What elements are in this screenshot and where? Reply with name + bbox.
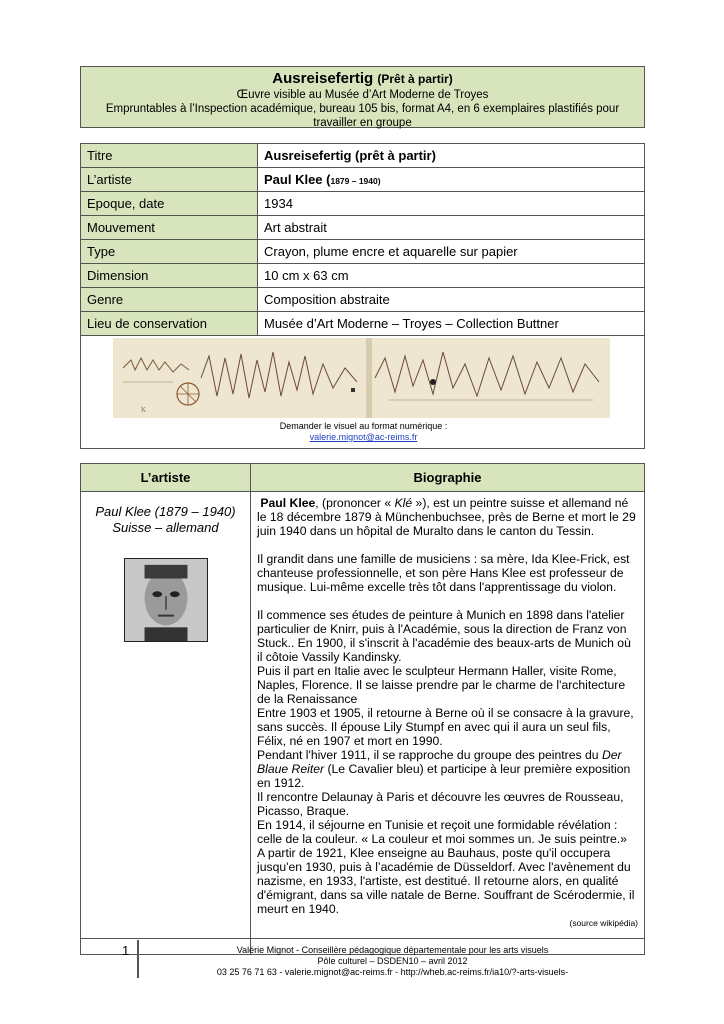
document-title xyxy=(81,70,644,88)
footer-contact: 03 25 76 71 63 - valerie.mignot@ac-reims.fr - http://wheb.ac-reims.fr/ia10/?-arts-visuels- xyxy=(216,967,569,977)
bio-paragraph: Il grandit dans une famille de musiciens : sa mère, Ida Klee-Frick, est chanteuse professionnelle, et son père Hans Klee est professeur de musique. Lui-même excelle très tôt dans l'apprentissage du violon. xyxy=(257,552,630,594)
bio-paragraph: Puis il part en Italie avec le sculpteur Hermann Haller, visite Rome, Naples, Florence. Il se laisse prendre par le charme de l'architecture de la Renaissance xyxy=(257,664,626,706)
bio-text-span: (Le Cavalier bleu) et participe à leur première exposition en 1912. xyxy=(257,762,631,790)
email-link[interactable]: valerie.mignot@ac-reims.fr xyxy=(309,432,418,442)
artist-name: Paul Klee (1879 – 1940) xyxy=(95,504,236,519)
info-label: L’artiste xyxy=(81,168,258,192)
header-loan-line-2: travailler en groupe xyxy=(313,117,412,129)
info-row-genre xyxy=(81,288,645,312)
bio-paragraph: A partir de 1921, Klee enseigne au Bauhaus, poste qu'il occupera jusqu'en 1930, puis à l’académie de Düsseldorf. Avec l'avènement du nazisme, en 1933, l'artiste, est destitué. Il retourne alors, en qualité d'émigrant, dans sa ville natale de Berne. Souffrant de Scérodermie, il meurt en 1940. xyxy=(257,846,635,916)
footer-author: Valérie Mignot - Conseillère pédagogique départementale pour les arts visuels xyxy=(236,945,549,955)
bio-pronunciation: Klé xyxy=(394,496,413,510)
biography-column-header: Biographie xyxy=(251,464,645,492)
bio-text-span: , (prononcer « xyxy=(315,496,395,510)
title-text: Ausreisefertig xyxy=(272,70,374,87)
info-value: 10 cm x 63 cm xyxy=(258,264,645,288)
info-value: 1934 xyxy=(258,192,645,216)
artist-cell xyxy=(81,492,251,955)
info-label: Epoque, date xyxy=(81,192,258,216)
title-subtitle: (Prêt à partir) xyxy=(377,72,453,86)
info-row-titre xyxy=(81,144,645,168)
info-value: Art abstrait xyxy=(258,216,645,240)
svg-text:K: K xyxy=(141,406,147,414)
info-row-lieu xyxy=(81,312,645,336)
source-note: (source wikipédia) xyxy=(569,918,638,928)
info-row-mouvement xyxy=(81,216,645,240)
info-value: Composition abstraite xyxy=(258,288,645,312)
info-value: Crayon, plume encre et aquarelle sur papier xyxy=(258,240,645,264)
artwork-image xyxy=(113,338,610,418)
artist-nationality: Suisse – allemand xyxy=(112,520,219,535)
biography-text xyxy=(257,496,638,916)
info-row-epoque xyxy=(81,192,645,216)
info-label: Lieu de conservation xyxy=(81,312,258,336)
artwork-drawing xyxy=(113,338,610,418)
artwork-info-table xyxy=(80,143,645,336)
info-label: Titre xyxy=(81,144,258,168)
bio-paragraph: Il rencontre Delaunay à Paris et découvre les œuvres de Rousseau, Picasso, Braque. xyxy=(257,790,624,818)
info-label: Genre xyxy=(81,288,258,312)
info-value: Musée d’Art Moderne – Troyes – Collection Buttner xyxy=(258,312,645,336)
artist-column-header: L’artiste xyxy=(81,464,251,492)
info-row-type xyxy=(81,240,645,264)
header-museum-line: Œuvre visible au Musée d’Art Moderne de Troyes xyxy=(236,89,489,101)
footer xyxy=(140,945,645,978)
footer-rule xyxy=(80,938,645,939)
info-row-dimension xyxy=(81,264,645,288)
biography-cell xyxy=(251,492,645,955)
bio-text-span: Pendant l'hiver 1911, il se rapproche du groupe des peintres du xyxy=(257,748,602,762)
artwork-cell xyxy=(80,334,645,449)
document-header xyxy=(80,66,645,128)
artist-portrait xyxy=(124,558,208,642)
bio-name: Paul Klee xyxy=(260,496,316,510)
artwork-caption xyxy=(81,421,646,443)
artist-dates: 1879 – 1940) xyxy=(330,176,381,186)
footer-department: Pôle culturel – DSDEN10 – avril 2012 xyxy=(317,956,468,966)
info-value xyxy=(258,168,645,192)
footer-divider xyxy=(137,940,139,978)
artist-name-value: Paul Klee ( xyxy=(264,172,331,187)
info-value: Ausreisefertig (prêt à partir) xyxy=(258,144,645,168)
info-label: Mouvement xyxy=(81,216,258,240)
biography-table xyxy=(80,463,645,955)
bio-text-span: »), est un peintre suisse et allemand né le 18 décembre 1879 à Münchenbuchsee, près de Berne et mort le 29 juin 1940 dans un hôpital de Muralto dans le canton du Tessin. xyxy=(257,496,636,538)
page-number: 1 xyxy=(122,943,130,958)
info-row-artiste xyxy=(81,168,645,192)
caption-text: Demander le visuel au format numérique : xyxy=(279,421,448,431)
artwork-fold xyxy=(366,338,372,418)
bio-paragraph: Il commence ses études de peinture à Munich en 1898 dans l'atelier particulier de Knirr, puis à l'Académie, sous la direction de Franz von Stuck.. En 1900, il s'inscrit à l'académie des beaux-arts de Munich où il côtoie Vassily Kandinsky. xyxy=(257,608,631,664)
header-loan-line: Empruntables à l’Inspection académique, bureau 105 bis, format A4, en 6 exemplaires plastifiés pour xyxy=(105,103,620,115)
bio-paragraph: En 1914, il séjourne en Tunisie et reçoit une formidable révélation : celle de la couleur. « La couleur et moi sommes un. Je suis peintre.» xyxy=(257,818,627,846)
info-label: Type xyxy=(81,240,258,264)
info-label: Dimension xyxy=(81,264,258,288)
bio-paragraph: Entre 1903 et 1905, il retourne à Berne où il se consacre à la gravure, sans succès. Il épouse Lily Stumpf en avec qui il aura un seul fils, Félix, né en 1907 et mort en 1990. xyxy=(257,706,634,748)
bio-italic-group: Der Blaue Reiter xyxy=(257,748,622,776)
bio-paragraph xyxy=(257,748,638,790)
